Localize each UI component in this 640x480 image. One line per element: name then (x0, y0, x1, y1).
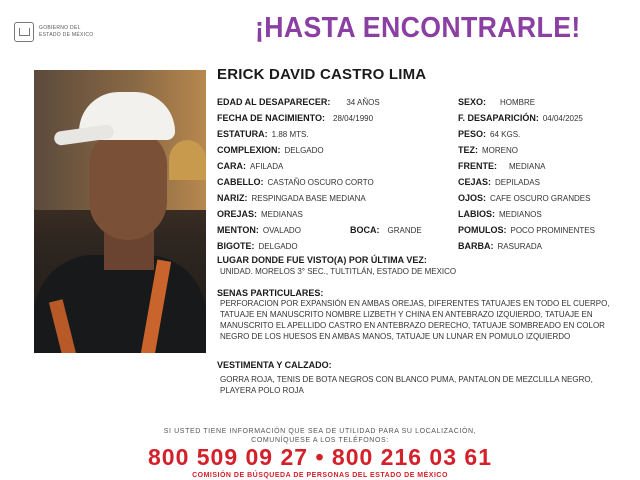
field-value: GRANDE (387, 226, 422, 235)
field-label: CARA: (217, 161, 246, 171)
field-value: MEDIANAS (261, 210, 303, 219)
last-seen-value: UNIDAD. MORELOS 3° SEC., TULTITLÁN, ESTADO DE MEXICO (220, 267, 457, 276)
field-estatura (217, 129, 309, 140)
field-value: OVALADO (262, 226, 301, 235)
field-value: HOMBRE (500, 98, 536, 107)
state-seal-icon (14, 22, 34, 42)
government-name: GOBIERNO DEL ESTADO DE MÉXICO (39, 25, 94, 38)
field-boca (350, 225, 422, 236)
field-label: PESO: (458, 129, 487, 139)
field-label: MENTON: (217, 225, 259, 235)
field-value: 64 KGS. (490, 130, 521, 139)
phone-numbers: 800 509 09 27 • 800 216 03 61 (147, 444, 492, 470)
field-peso (458, 129, 520, 140)
field-cabello (217, 177, 374, 188)
footer-note: SI USTED TIENE INFORMACIÓN QUE SEA DE UTILIDAD PARA SU LOCALIZACIÓN, (163, 428, 477, 435)
senas-value: PERFORACION POR EXPANSIÓN EN AMBAS OREJAS, DIFERENTES TATUAJES EN TODO EL CUERPO, TATUAJE EN MANUSCRITO NOMBRE LIZBETH Y CHINA EN ANTEBRAZO IZQUIERDO, TATUAJE EN MANUSCRITO EL APELLIDO CASTRO EN ANTEBRAZO DERECHO, TATUAJE SOMBREADO EN COLOR NEGRO DE LOS HUESOS EN AMBAS MANOS, TATUAJE UN LUNAR EN POMULO IZQUIERDO (220, 299, 610, 341)
field-value: 28/04/1990 (333, 114, 374, 123)
field-value: MORENO (482, 146, 518, 155)
field-label: F. DESAPARICIÓN: (458, 113, 539, 123)
field-value: POCO PROMINENTES (510, 226, 595, 235)
field-label: CEJAS: (458, 177, 492, 187)
field-value: RESPINGADA BASE MEDIANA (251, 194, 366, 203)
field-value: DEPILADAS (495, 178, 540, 187)
field-value: MEDIANA (509, 162, 546, 171)
person-name: ERICK DAVID CASTRO LIMA (217, 66, 427, 83)
field-label: BIGOTE: (217, 241, 255, 251)
headline: ¡HASTA ENCONTRARLE! (255, 12, 581, 44)
field-value: MEDIANOS (499, 210, 542, 219)
field-desaparicion (458, 113, 583, 124)
field-ojos (458, 193, 590, 204)
field-labios (458, 209, 542, 220)
vestimenta-label: VESTIMENTA Y CALZADO: (217, 360, 332, 370)
field-cejas (458, 177, 540, 188)
field-value: 04/04/2025 (542, 114, 583, 123)
field-value: RASURADA (497, 242, 542, 251)
field-label: EDAD AL DESAPARECER: (217, 97, 331, 107)
field-pomulos (458, 225, 595, 236)
last-seen-label: LUGAR DONDE FUE VISTO(A) POR ÚLTIMA VEZ: (217, 255, 427, 265)
field-label: FRENTE: (458, 161, 497, 171)
field-label: POMULOS: (458, 225, 507, 235)
footer-note-2: COMUNÍQUESE A LOS TELÉFONOS: (251, 437, 389, 444)
field-menton (217, 225, 301, 236)
field-value: 34 AÑOS (346, 98, 380, 107)
field-orejas (217, 209, 303, 220)
field-label: FECHA DE NACIMIENTO: (217, 113, 325, 123)
agency-name: COMISIÓN DE BÚSQUEDA DE PERSONAS DEL ESTADO DE MÉXICO (192, 472, 448, 479)
field-tez (458, 145, 518, 156)
field-value: CASTAÑO OSCURO CORTO (267, 178, 374, 187)
field-value: CAFE OSCURO GRANDES (490, 194, 591, 203)
field-sexo (458, 97, 535, 108)
field-bigote (217, 241, 298, 252)
field-cara (217, 161, 283, 172)
field-complexion (217, 145, 324, 156)
vestimenta-value: GORRA ROJA, TENIS DE BOTA NEGROS CON BLANCO PUMA, PANTALON DE MEZCLILLA NEGRO, PLAYERA POLO ROJA (220, 375, 593, 395)
government-logo (14, 22, 124, 44)
field-value: 1.88 MTS. (271, 130, 309, 139)
field-label: NARIZ: (217, 193, 248, 203)
field-value: DELGADO (284, 146, 324, 155)
field-label: OJOS: (458, 193, 487, 203)
field-nariz (217, 193, 366, 204)
field-value: AFILADA (250, 162, 284, 171)
field-edad (217, 97, 380, 108)
field-label: CABELLO: (217, 177, 264, 187)
field-label: OREJAS: (217, 209, 258, 219)
field-label: SEXO: (458, 97, 487, 107)
field-value: DELGADO (258, 242, 298, 251)
field-label: TEZ: (458, 145, 478, 155)
field-frente (458, 161, 545, 172)
field-nacimiento (217, 113, 373, 124)
field-barba (458, 241, 542, 252)
field-label: ESTATURA: (217, 129, 268, 139)
senas-label: SENAS PARTICULARES: (217, 288, 324, 298)
field-label: BOCA: (350, 225, 380, 235)
field-label: BARBA: (458, 241, 494, 251)
field-label: COMPLEXION: (217, 145, 281, 155)
missing-person-photo (34, 70, 206, 353)
field-label: LABIOS: (458, 209, 495, 219)
